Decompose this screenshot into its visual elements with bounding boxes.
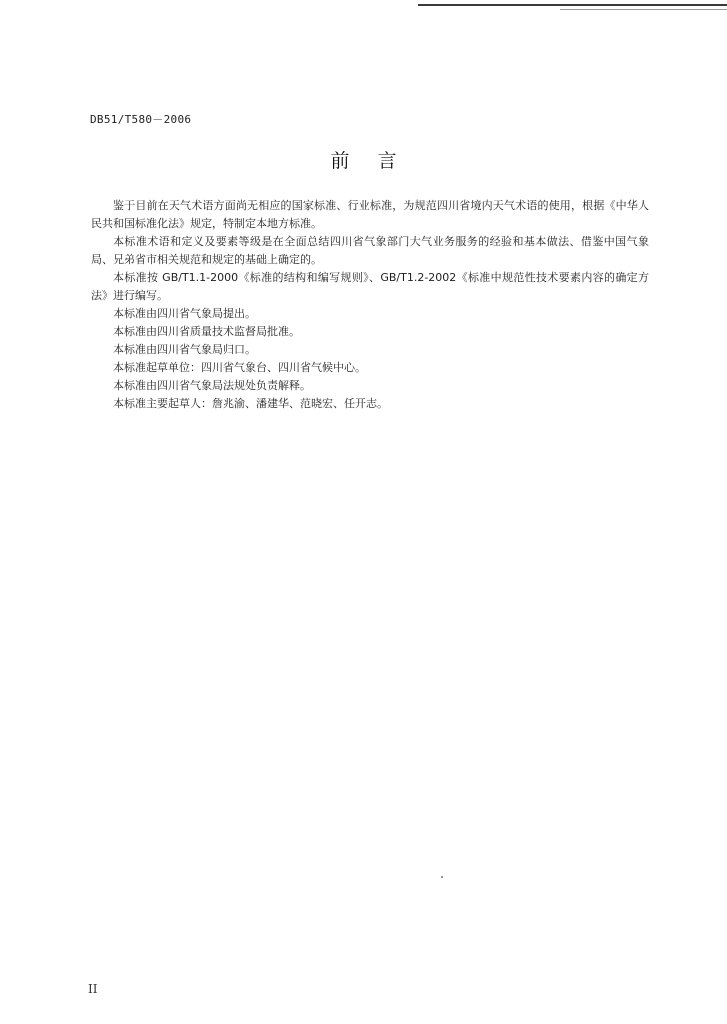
paragraph-drafters: 本标准主要起草人：詹兆渝、潘建华、范晓宏、任开志。 (113, 397, 388, 410)
paragraph-proposed-by: 本标准由四川省气象局提出。 (113, 307, 256, 320)
paragraph-approved-by: 本标准由四川省质量技术监督局批准。 (113, 325, 300, 338)
scan-edge-line-thin (560, 9, 727, 10)
foreword-body (91, 197, 649, 413)
paragraph-drafting-units: 本标准起草单位：四川省气象台、四川省气候中心。 (113, 361, 366, 374)
paragraph-basis: 本标准术语和定义及要素等级是在全面总结四川省气象部门大气业务服务的经验和基本做法、借鉴中国气象局、兄弟省市相关规范和规定的基础上确定的。 (91, 235, 649, 266)
paragraph-administered-by: 本标准由四川省气象局归口。 (113, 343, 256, 356)
page-title: 前言 (330, 150, 425, 172)
paragraph-purpose: 鉴于目前在天气术语方面尚无相应的国家标准、行业标准，为规范四川省境内天气术语的使用，根据《中华人民共和国标准化法》规定，特制定本地方标准。 (91, 199, 649, 230)
paragraph-interpretation: 本标准由四川省气象局法规处负责解释。 (113, 379, 311, 392)
paragraph-format: 本标准按 GB/T1.1-2000《标准的结构和编写规则》、GB/T1.2-2002《标准中规范性技术要素内容的确定方法》进行编写。 (91, 271, 649, 302)
page-number: II (88, 982, 98, 996)
scan-edge-line (418, 4, 727, 6)
scan-speck (441, 876, 443, 878)
document-code: DB51/T580－2006 (90, 113, 192, 126)
